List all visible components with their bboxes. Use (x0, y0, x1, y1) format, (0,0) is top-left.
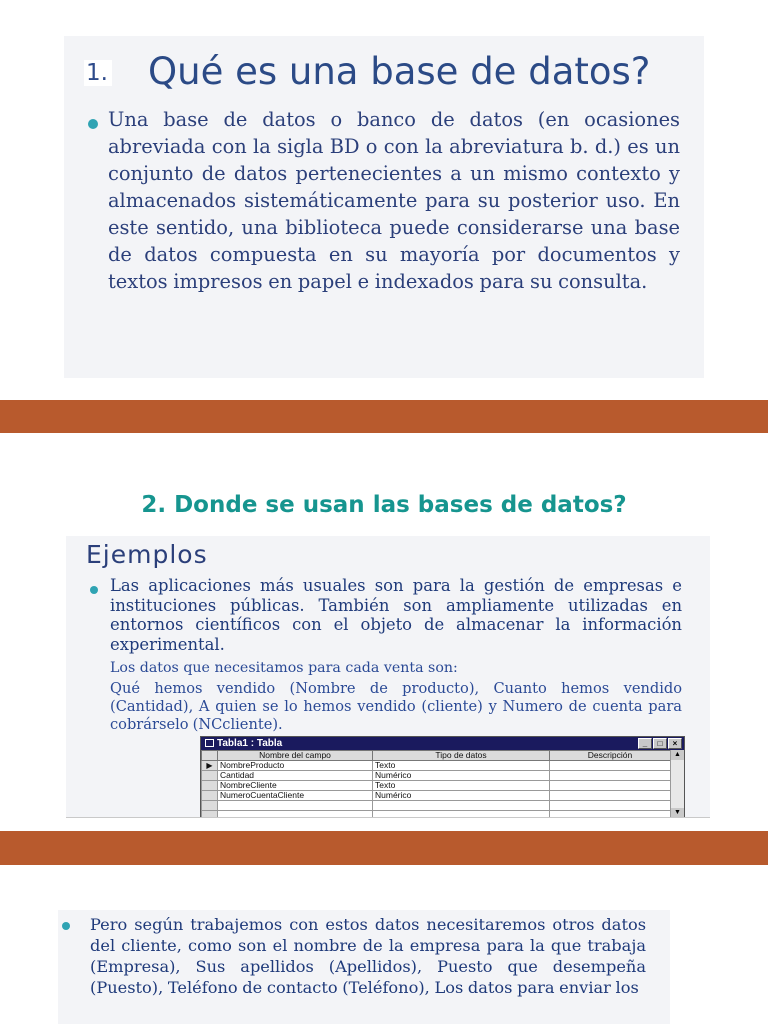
field-name-cell[interactable] (218, 811, 373, 819)
column-header: Nombre del campo (218, 751, 373, 761)
description-cell[interactable] (550, 761, 671, 771)
slide-1-number: 1. (84, 60, 112, 86)
slide-2-title: Ejemplos (86, 540, 208, 569)
table-window-title: Tabla1 : Tabla (217, 738, 283, 749)
table-design-window (200, 736, 685, 818)
field-name-cell[interactable]: NumeroCuentaCliente (218, 791, 373, 801)
table-row[interactable] (202, 791, 671, 801)
slide-1-title: Qué es una base de datos? (148, 50, 651, 93)
column-header: Tipo de datos (373, 751, 550, 761)
row-selector[interactable] (202, 771, 218, 781)
slide-3-body: Pero según trabajemos con estos datos necesitaremos otros datos del cliente, como son el nombre de la empresa para la que trabaja (Empresa), Sus apellidos (Apellidos), Puesto que desempeña (Puesto), Teléfono de contacto (Teléfono), Los datos para enviar los (90, 915, 646, 997)
data-type-cell[interactable] (373, 801, 550, 811)
table-icon (205, 739, 214, 747)
description-cell[interactable] (550, 781, 671, 791)
divider-bar (0, 831, 768, 865)
bullet-icon (88, 119, 98, 129)
field-name-cell[interactable]: NombreProducto (218, 761, 373, 771)
table-window-titlebar[interactable] (201, 737, 684, 750)
row-selector[interactable] (202, 791, 218, 801)
table-row[interactable] (202, 761, 671, 771)
row-selector-icon[interactable]: ▶ (202, 761, 218, 771)
field-design-table (201, 750, 671, 818)
description-cell[interactable] (550, 791, 671, 801)
slide-1 (64, 36, 704, 378)
description-cell[interactable] (550, 771, 671, 781)
vertical-scrollbar[interactable] (670, 750, 684, 818)
table-row[interactable] (202, 801, 671, 811)
scroll-down-icon[interactable]: ▼ (671, 808, 684, 818)
data-type-cell[interactable] (373, 811, 550, 819)
table-row[interactable] (202, 781, 671, 791)
section-heading: 2. Donde se usan las bases de datos? (141, 492, 627, 518)
data-type-cell[interactable]: Texto (373, 761, 550, 771)
minimize-button[interactable]: _ (638, 738, 652, 749)
slide-3 (58, 910, 670, 1024)
slide-1-body: Una base de datos o banco de datos (en ocasiones abreviada con la sigla BD o con la abreviatura b. d.) es un conjunto de datos pertenecientes a un mismo contexto y almacenados sistemáticamente para su posterior uso. En este sentido, una biblioteca puede considerarse una base de datos compuesta en su mayoría por documentos y textos impresos en papel e indexados para su consulta. (108, 108, 680, 293)
data-type-cell[interactable]: Numérico (373, 771, 550, 781)
table-row[interactable] (202, 771, 671, 781)
table-row[interactable] (202, 811, 671, 819)
slide-2 (66, 536, 710, 818)
column-header: Descripción (550, 751, 671, 761)
data-type-cell[interactable]: Texto (373, 781, 550, 791)
description-cell[interactable] (550, 801, 671, 811)
row-selector[interactable] (202, 811, 218, 819)
maximize-button[interactable]: □ (653, 738, 667, 749)
bullet-icon (90, 586, 98, 594)
slide-2-body: Las aplicaciones más usuales son para la gestión de empresas e instituciones públicas. También son ampliamente utilizadas en entornos científicos con el objeto de almacenar la información experimental. (110, 576, 682, 654)
slide-2-subline: Los datos que necesitamos para cada venta son: (110, 660, 458, 676)
field-name-cell[interactable] (218, 801, 373, 811)
close-button[interactable]: × (668, 738, 682, 749)
divider-bar (0, 400, 768, 433)
scroll-up-icon[interactable]: ▲ (671, 750, 684, 760)
description-cell[interactable] (550, 811, 671, 819)
slide-2-subparagraph: Qué hemos vendido (Nombre de producto), Cuanto hemos vendido (Cantidad), A quien se lo hemos vendido (cliente) y Numero de cuenta para cobrárselo (NCcliente). (110, 680, 682, 733)
bullet-icon (62, 922, 70, 930)
row-selector[interactable] (202, 801, 218, 811)
row-selector-header (202, 751, 218, 761)
data-type-cell[interactable]: Numérico (373, 791, 550, 801)
field-name-cell[interactable]: Cantidad (218, 771, 373, 781)
row-selector[interactable] (202, 781, 218, 791)
field-name-cell[interactable]: NombreCliente (218, 781, 373, 791)
